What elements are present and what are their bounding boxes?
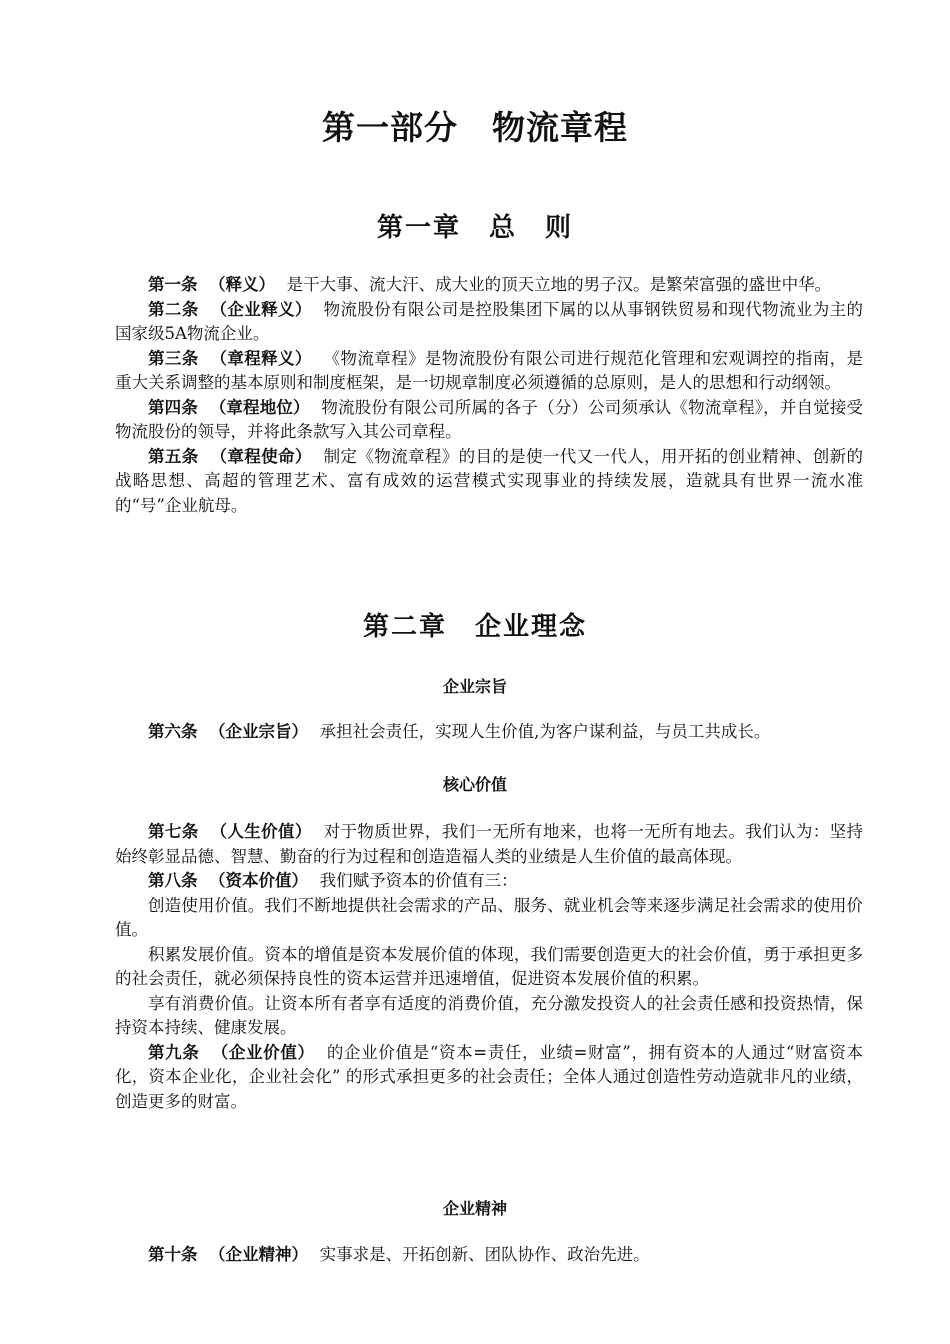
article-text: 是干大事、流大汗、成大业的顶天立地的男子汉。是繁荣富强的盛世中华。 [286,275,832,294]
article-tag: （章程释义） [210,348,312,368]
value-paragraph: 创造使用价值。我们不断地提供社会需求的产品、服务、就业机会等来逐步满足社会需求的使用价值。 [115,895,863,939]
article-7 [115,820,863,869]
article-text: 的企业价值是“资本=责任，业绩=财富”，拥有资本的人通过“财富资本化，资本企业化，企业社会化” 的形式承担更多的社会责任；全体人通过创造性劳动造就非凡的业绩，创造更多的财富。 [115,1042,863,1111]
article-tag: （企业精神） [209,1245,309,1264]
article-2 [115,298,863,347]
article-number: 第一条 [148,275,198,294]
chapter-1-title: 第一章 总 则 [376,213,573,243]
article-text: 实事求是、开拓创新、团队协作、政治先进。 [319,1245,650,1264]
article-10 [115,1243,863,1268]
article-tag: （企业释义） [210,299,312,319]
article-text: 我们赋予资本的价值有三： [319,871,518,890]
section-spirit-body [115,1243,863,1268]
article-4 [115,396,863,445]
article-text: 物流股份有限公司是控股集团下属的以从事钢铁贸易和现代物流业为主的国家级5A物流企业。 [115,299,864,343]
chapter-2-title: 第二章 企业理念 [362,612,587,642]
section-title-purpose: 企业宗旨 [442,677,507,696]
article-number: 第四条 [148,397,198,417]
article-number: 第八条 [148,871,198,890]
article-tag: （章程使命） [210,446,312,466]
article-number: 第三条 [148,348,199,368]
article-number: 第九条 [148,1042,200,1062]
article-number: 第七条 [148,822,199,841]
article-9 [115,1041,863,1115]
section-title-values: 核心价值 [442,775,507,794]
section-title-spirit: 企业精神 [442,1199,507,1218]
article-tag: （企业宗旨） [209,722,309,741]
article-tag: （人生价值） [210,822,312,841]
article-number: 第六条 [148,722,198,741]
article-tag: （企业价值） [211,1042,315,1062]
article-text: 《物流章程》是物流股份有限公司进行规范化管理和宏观调控的指南，是重大关系调整的基本原则和制度框架，是一切规章制度必须遵循的总原则，是人的思想和行动纲领。 [115,348,864,392]
article-5 [115,445,863,519]
section-values-body [115,820,863,1114]
article-tag: （章程地位） [209,397,310,417]
article-3 [115,347,863,396]
article-text: 对于物质世界，我们一无所有地来，也将一无所有地去。我们认为：坚持始终彰显品德、智慧、勤奋的行为过程和创造造福人类的业绩是人生价值的最高体现。 [115,822,864,866]
value-paragraph: 享有消费价值。让资本所有者享有适度的消费价值，充分激发投资人的社会责任感和投资热情，保持资本持续、健康发展。 [115,993,863,1037]
chapter-1-body [115,273,863,518]
article-1 [115,273,863,298]
section-purpose-body [115,720,863,745]
article-8 [115,869,863,894]
article-6 [115,720,863,745]
article-text: 制定《物流章程》的目的是使一代又一代人，用开拓的创业精神、创新的战略思想、高超的管理艺术、富有成效的运营模式实现事业的持续发展，造就具有世界一流水准的“号”企业航母。 [115,446,864,515]
article-tag: （资本价值） [209,871,309,890]
article-text: 承担社会责任，实现人生价值,为客户谋利益，与员工共成长。 [319,722,771,741]
article-text: 物流股份有限公司所属的各子（分）公司须承认《物流章程》，并自觉接受物流股份的领导，并将此条款写入其公司章程。 [115,397,864,441]
article-number: 第五条 [148,446,199,466]
article-tag: （释义） [209,275,276,294]
article-number: 第二条 [148,299,199,319]
article-number: 第十条 [148,1245,198,1264]
value-paragraph: 积累发展价值。资本的增值是资本发展价值的体现，我们需要创造更大的社会价值，勇于承担更多的社会责任，就必须保持良性的资本运营并迅速增值，促进资本发展价值的积累。 [115,944,863,988]
part-title: 第一部分 物流章程 [322,108,628,147]
